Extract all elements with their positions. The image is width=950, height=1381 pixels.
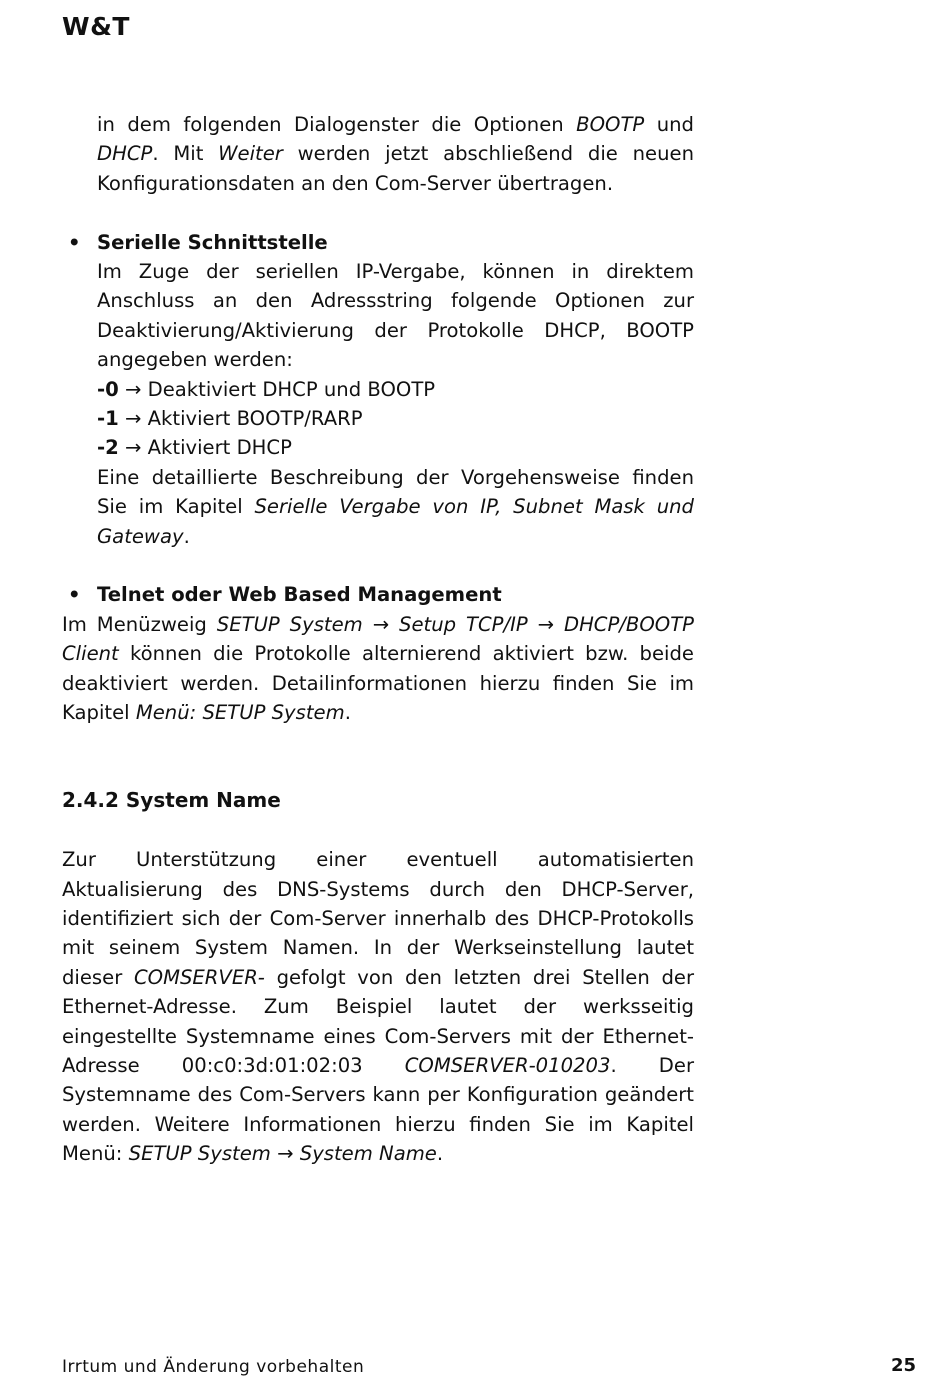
telnet-heading: • Telnet oder Web Based Management — [62, 580, 694, 609]
section-heading: 2.4.2 System Name — [62, 788, 281, 813]
bullet-icon: • — [68, 230, 81, 254]
page-number: 25 — [890, 1355, 916, 1376]
option-line: -0 → Deaktiviert DHCP und BOOTP — [97, 377, 436, 401]
serial-paragraph: Im Zuge der seriellen IP-Vergabe, können in direktem Anschluss an den Adressstring folgende Optionen zur Deaktivierung/Aktivierung der Protokolle DHCP, BOOTP angegeben werden: — [97, 260, 694, 372]
serial-heading: • Serielle Schnittstelle — [62, 228, 694, 257]
option-line: -2 → Aktiviert DHCP — [97, 436, 292, 460]
option-line: -1 → Aktiviert BOOTP/RARP — [97, 407, 363, 431]
serial-reference: Eine detaillierte Beschreibung der Vorgehensweise finden Sie im Kapitel Serielle Vergabe von IP, Subnet Mask und Gateway. — [97, 465, 694, 548]
intro-paragraph: in dem folgenden Dialogenster die Optionen BOOTP und DHCP. Mit Weiter werden jetzt abschließend die neuen Konfigurationsdaten an den Com-Server übertragen. — [97, 113, 694, 195]
footer-note: Irrtum und Änderung vorbehalten — [62, 1357, 365, 1377]
brand-logo: W&T — [62, 12, 130, 41]
section-paragraph: Zur Unterstützung einer eventuell automatisierten Aktualisierung des DNS-Systems durch den DHCP-Server, identifiziert sich der Com-Server innerhalb des DHCP-Protokolls mit seinem System Namen. In der Werkseinstellung lautet dieser COMSERVER- gefolgt von den letzten drei Stellen der Ethernet-Adresse. Zum Beispiel lautet der werksseitig eingestellte Systemname eines Com-Servers mit der Ethernet-Adresse 00:c0:3d:01:02:03 COMSERVER-010203. Der Systemname des Com-Servers kann per Konfiguration geändert werden. Weitere Informationen hierzu finden Sie im Kapitel Menü: SETUP System → System Name. — [62, 848, 695, 1166]
telnet-paragraph: Im Menüzweig SETUP System → Setup TCP/IP → DHCP/BOOTP Client können die Protokolle alternierend aktiviert bzw. beide deaktiviert werden. Detailinformationen hierzu finden Sie im Kapitel Menü: SETUP System. — [62, 612, 694, 725]
bullet-icon: • — [68, 583, 81, 607]
page-content — [62, 110, 694, 1169]
